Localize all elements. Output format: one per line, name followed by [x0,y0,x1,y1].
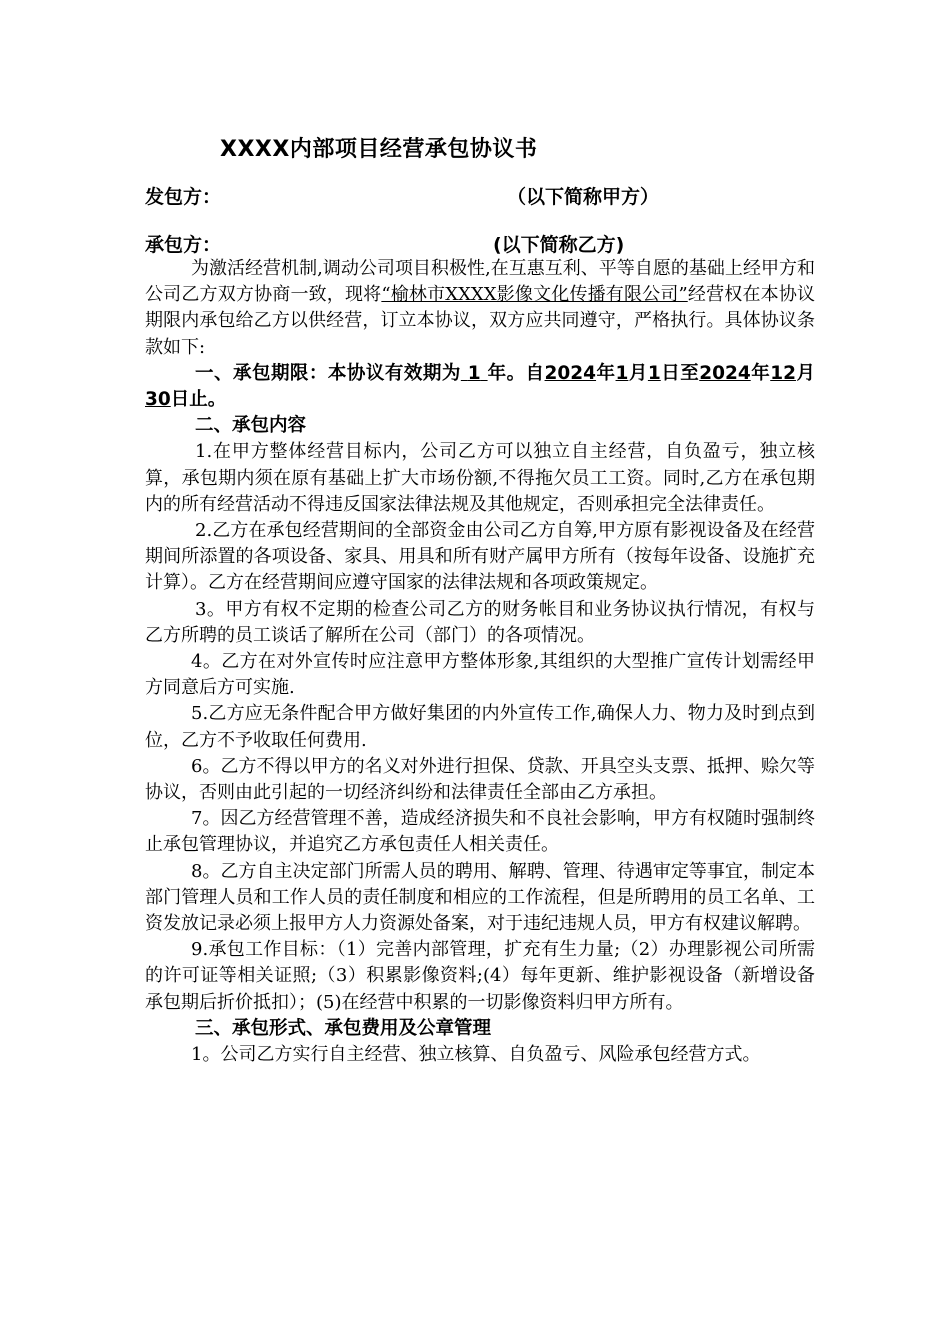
section2-item-6: 6。乙方不得以甲方的名义对外进行担保、贷款、开具空头支票、抵押、赊欠等协议，否则由此引起的一切经济纠纷和法律责任全部由乙方承担。 [145,755,815,804]
term-pre: 一、承包期限：本协议有效期为 [195,362,461,384]
section2-item-4: 4。乙方在对外宣传时应注意甲方整体形象,其组织的大型推广宣传计划需经甲方同意后方可实施. [145,651,815,699]
term-mid: 年。自 [487,362,545,384]
end-month: 12 [770,362,796,384]
company-name: “榆林市XXXX影像文化传播有限公司” [381,284,688,306]
section2-item-9: 9.承包工作目标：（1）完善内部管理，扩充有生力量;（2）办理影视公司所需的许可证等相关证照;（3）积累影像资料;(4）每年更新、维护影视设备（新增设备承包期后折价抵扣）；(5)在经营中积累的一切影像资料归甲方所有。 [145,939,815,1013]
party-a-note: （以下简称甲方） [507,186,660,208]
intro-text-pre: 为激活经营机制,调动公司项目积极性,在互惠互利、平等自愿的基础上经甲方和公司乙方双方协商一致，现将 [145,258,815,306]
agreement-body [145,256,815,1068]
start-day-unit: 日至 [660,362,700,384]
start-year: 2024 [544,362,597,384]
start-day: 1 [647,362,661,384]
section2-item-3: 3。甲方有权不定期的检查公司乙方的财务帐目和业务协议执行情况，有权与乙方所聘的员工谈话了解所在公司（部门）的各项情况。 [145,598,815,646]
section2-item-2: 2.乙方在承包经营期间的全部资金由公司乙方自筹,甲方原有影视设备及在经营期间所添置的各项设备、家具、用具和所有财产属甲方所有（按每年设备、设施扩充计算）。乙方在经营期间应遵守国家的法律法规和各项政策规定。 [145,520,815,594]
start-year-unit: 年 [596,362,616,384]
party-b-line [145,230,625,257]
end-day: 30 [145,389,171,411]
section2-item-1: 1.在甲方整体经营目标内，公司乙方可以独立自主经营，自负盈亏，独立核算，承包期内须在原有基础上扩大市场份额,不得拖欠员工工资。同时,乙方在承包期内的所有经营活动不得违反国家法律法规及其他规定，否则承担完全法律责任。 [145,441,815,515]
party-a-label: 发包方： [145,186,222,208]
intro-paragraph [145,256,815,361]
document-title: XXXX内部项目经营承包协议书 [220,137,538,162]
end-year: 2024 [699,362,751,384]
end-year-unit: 年 [750,362,771,384]
section2-item-5: 5.乙方应无条件配合甲方做好集团的内外宣传工作,确保人力、物力及时到点到位，乙方不予收取任何费用. [145,703,815,751]
section2-heading: 二、承包内容 [195,415,307,437]
end-month-unit: 月 [795,362,815,384]
end-day-unit: 日止。 [170,389,227,411]
section3-heading: 三、承包形式、承包费用及公章管理 [195,1017,492,1039]
section2-item-8: 8。乙方自主决定部门所需人员的聘用、解聘、管理、待遇审定等事宜，制定本部门管理人员和工作人员的责任制度和相应的工作流程，但是所聘用的员工名单、工资发放记录必须上报甲方人力资源处备案，对于违纪违规人员，甲方有权建议解聘。 [145,860,815,935]
section2-item-7: 7。因乙方经营管理不善，造成经济损失和不良社会影响，甲方有权随时强制终止承包管理协议，并追究乙方承包责任人相关责任。 [145,808,815,856]
start-month-unit: 月 [628,362,648,384]
party-b-label: 承包方： [145,234,222,256]
term-years: 1 [467,362,481,384]
party-a-line [145,182,660,209]
party-b-note: (以下简称乙方) [493,234,625,256]
section3-item-1: 1。公司乙方实行自主经营、独立核算、自负盈亏、风险承包经营方式。 [191,1044,761,1066]
intro-text-post: 经营权在本协议期限内承包给乙方以供经营，订立本协议，双方应共同遵守，严格执行。具体协议条款如下: [145,284,815,358]
start-month: 1 [615,362,629,384]
section1-term [145,361,815,413]
